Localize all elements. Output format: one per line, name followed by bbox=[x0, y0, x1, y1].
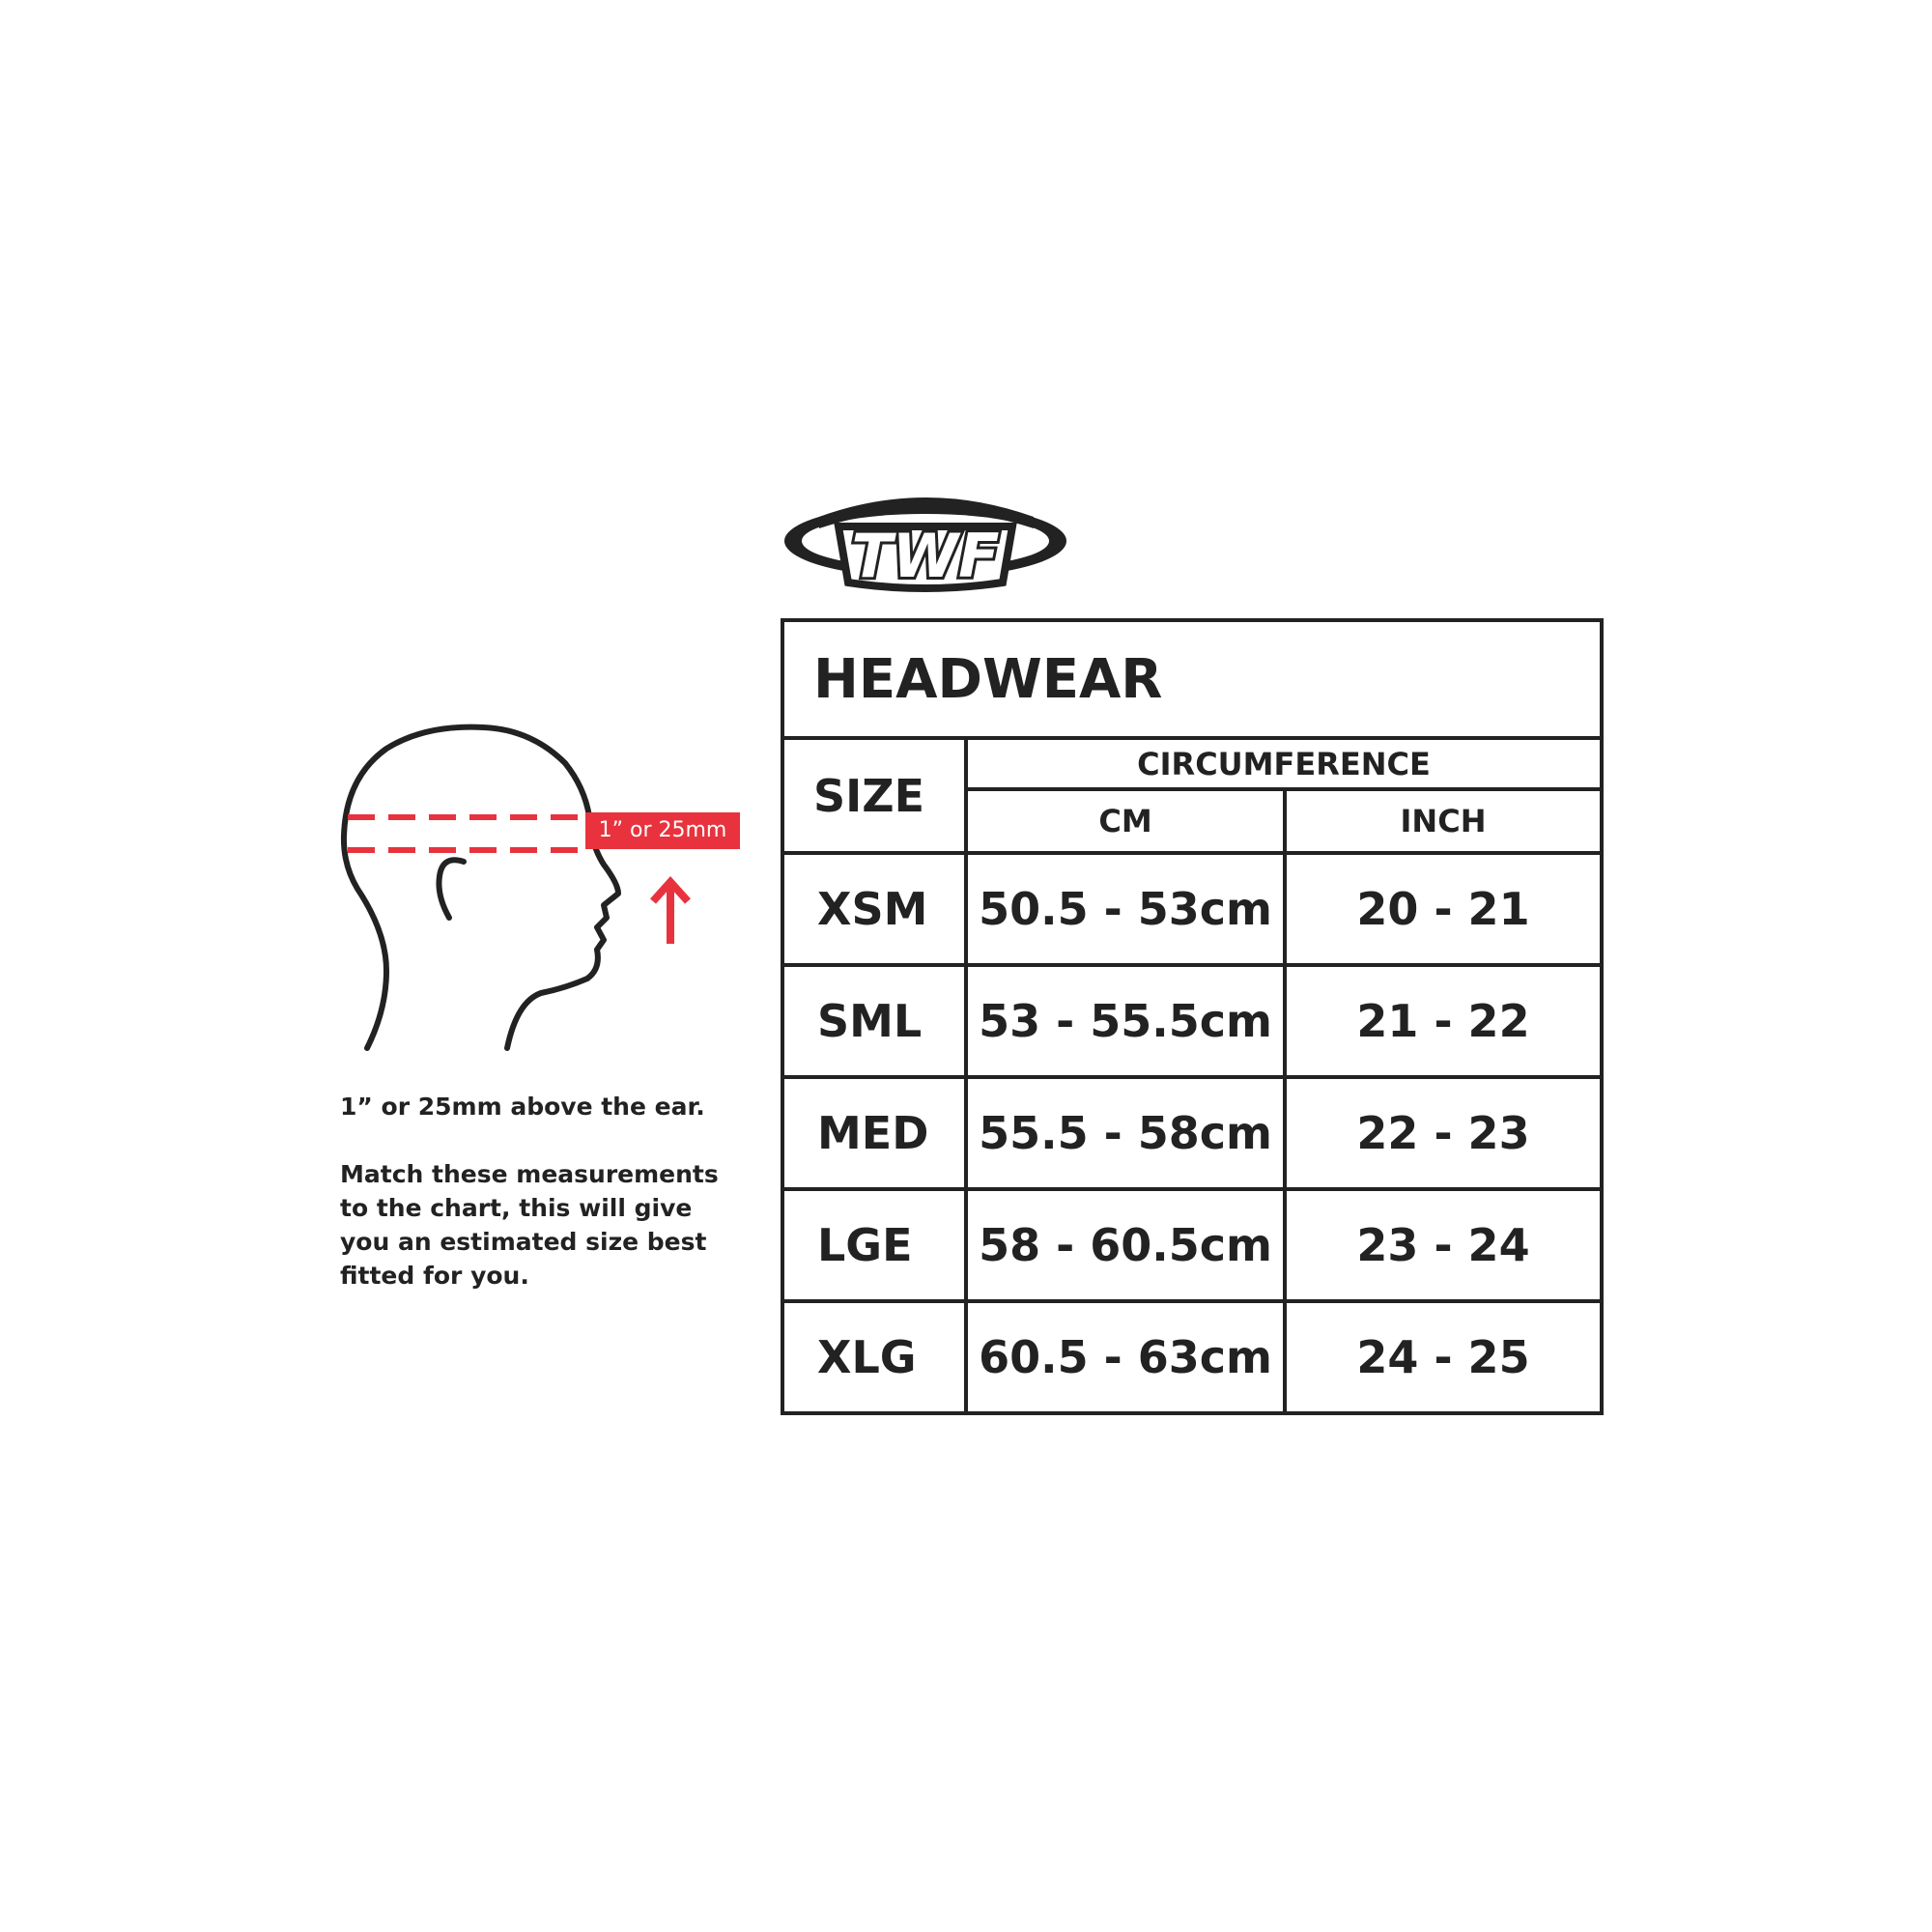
instruction-line-2: Match these measurements to the chart, this will give you an estimated size best fitted for you. bbox=[340, 1160, 719, 1290]
arrow-up-icon bbox=[653, 882, 688, 944]
cm-cell: 58 - 60.5cm bbox=[966, 1189, 1285, 1301]
size-cell: XSM bbox=[782, 853, 966, 965]
table-row bbox=[782, 1077, 1602, 1189]
head-profile-icon bbox=[328, 720, 753, 1053]
size-header: SIZE bbox=[782, 738, 966, 853]
instructions bbox=[340, 1090, 746, 1326]
size-cell: SML bbox=[782, 965, 966, 1077]
cm-cell: 60.5 - 63cm bbox=[966, 1301, 1285, 1413]
size-chart-table bbox=[781, 618, 1604, 1415]
cm-cell: 55.5 - 58cm bbox=[966, 1077, 1285, 1189]
table-row bbox=[782, 965, 1602, 1077]
twf-logo bbox=[781, 488, 1070, 604]
cm-cell: 50.5 - 53cm bbox=[966, 853, 1285, 965]
inch-cell: 24 - 25 bbox=[1285, 1301, 1602, 1413]
inch-header: INCH bbox=[1285, 789, 1602, 853]
table-row bbox=[782, 1301, 1602, 1413]
size-cell: MED bbox=[782, 1077, 966, 1189]
inch-cell: 22 - 23 bbox=[1285, 1077, 1602, 1189]
inch-cell: 23 - 24 bbox=[1285, 1189, 1602, 1301]
svg-text:TWF: TWF bbox=[851, 521, 1000, 591]
circumference-header: CIRCUMFERENCE bbox=[966, 738, 1602, 789]
instruction-line-1: 1” or 25mm above the ear. bbox=[340, 1093, 705, 1121]
cm-cell: 53 - 55.5cm bbox=[966, 965, 1285, 1077]
inch-cell: 21 - 22 bbox=[1285, 965, 1602, 1077]
measure-label: 1” or 25mm bbox=[585, 812, 740, 849]
table-row bbox=[782, 853, 1602, 965]
cm-header: CM bbox=[966, 789, 1285, 853]
size-cell: XLG bbox=[782, 1301, 966, 1413]
table-row bbox=[782, 1189, 1602, 1301]
inch-cell: 20 - 21 bbox=[1285, 853, 1602, 965]
table-title: HEADWEAR bbox=[782, 620, 1602, 738]
size-cell: LGE bbox=[782, 1189, 966, 1301]
